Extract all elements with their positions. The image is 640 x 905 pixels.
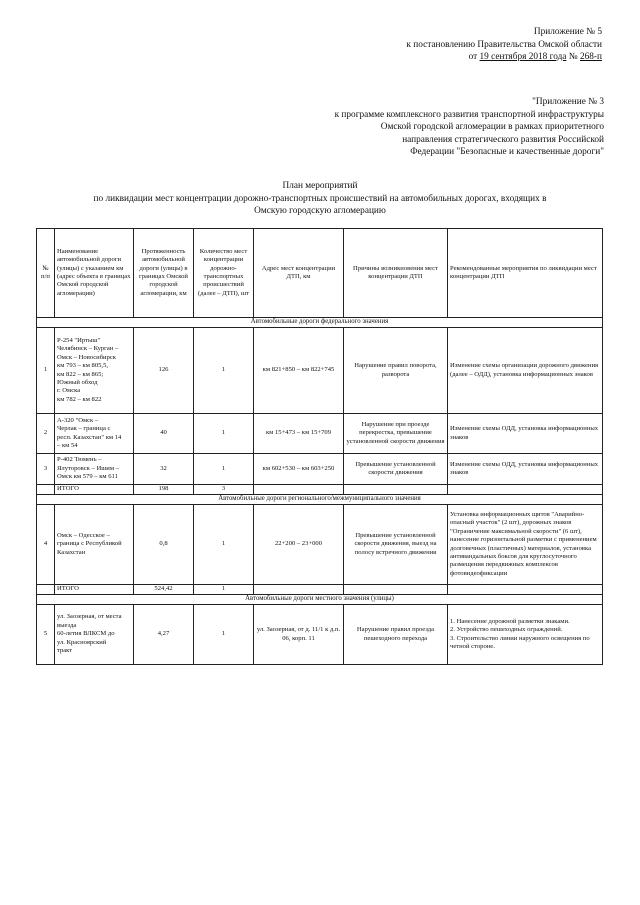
resolution-date: 19 сентября 2018 года [479,52,567,62]
measures-table [36,228,603,665]
table-header-row [37,229,603,318]
col-header-num: № п/п [37,229,55,318]
header-appendix-5 [406,26,602,64]
program-line-2: к программе комплексного развития транспортной инфраструктуры [334,109,604,120]
cell-count: 1 [194,505,254,585]
program-line-3: Омской городской агломерации в рамках приоритетного [380,122,604,132]
cell-road: А-320 "Омск – Черлак – граница с респ. Казахстан" км 14 – км 54 [55,414,134,454]
title-line-3: Омскую городскую агломерацию [254,206,386,216]
cell-address: км 15+473 – км 15+709 [254,414,344,454]
program-line-4: направления стратегического развития Российской [402,134,604,145]
header-line-3: от 19 сентября 2018 года № 268-п [468,52,602,62]
program-line-5: Федерации "Безопасные и качественные дороги" [410,147,604,157]
cell-length: 4,27 [134,605,194,665]
total-row [37,585,603,595]
cell-road: Р-402 Тюмень – Ялуторовск – Ишим – Омск км 579 – км 611 [55,454,134,485]
table-row [37,505,603,585]
cell-address: ул. Заозерная, от д. 11/1 к д.п. 06, корп. 11 [254,605,344,665]
cell-num: 1 [37,328,55,414]
cell-cause: Нарушение при проезде перекрестка, превышение установленной скорости движения [344,414,448,454]
section-title: Автомобильные дороги регионального/межмуниципального значения [37,495,603,505]
cell-num: 4 [37,505,55,585]
cell-address: км 821+850 – км 822+745 [254,328,344,414]
cell-length: 32 [134,454,194,485]
table-row [37,414,603,454]
cell-length: 40 [134,414,194,454]
col-header-cause: Причины возникновения мест концентрации ДТП [344,229,448,318]
section-title: Автомобильные дороги федерального значения [37,318,603,328]
header-line-1: Приложение № 5 [533,27,602,37]
cell-length: 126 [134,328,194,414]
cell-num: 5 [37,605,55,665]
cell-road: Р-254 "Иртыш" Челябинск – Курган – Омск – Новосибирск км 793 – км 805,5, км 822 – км 865; Южный обход г. Омска км 782 – км 822 [55,328,134,414]
cell-measures: 1. Нанесение дорожной разметки знаками. 2. Устройство пешеходных ограждений. 3. Строительство линии наружного освещения по четной стороне. [448,605,603,665]
cell-cause: Нарушение правил проезда пешеходного перехода [344,605,448,665]
cell-count: 1 [194,414,254,454]
cell-measures: Изменение схемы ОДД, установка информационных знаков [448,454,603,485]
cell-measures: Установка информационных щитов "Аварийно-опасный участок" (2 шт), дорожных знаков "Ограничение максимальной скорости" (6 шт), нанесение горизонтальной разметки с применением долговечных (пластичных) материалов, установка антивандальных боксов для круглосуточного размещения передвижных комплексов фотовидеофиксации [448,505,603,585]
cell-measures: Изменение схемы ОДД, установка информационных знаков [448,414,603,454]
section-row-regional [37,495,603,505]
total-label: ИТОГО [55,585,134,595]
document-title [40,180,600,218]
cell-road: Омск – Одесское – граница с Республикой Казахстан [55,505,134,585]
total-length: 198 [134,485,194,495]
cell-address: км 602+530 – км 603+250 [254,454,344,485]
cell-cause: Превышение установленной скорости движения [344,454,448,485]
total-label: ИТОГО [55,485,134,495]
total-count: 3 [194,485,254,495]
col-header-address: Адрес мест концентрации ДТП, км [254,229,344,318]
cell-num: 2 [37,414,55,454]
cell-address: 22+200 – 23+000 [254,505,344,585]
total-length: 524,42 [134,585,194,595]
section-row-federal [37,318,603,328]
program-line-1: "Приложение № 3 [532,97,604,107]
total-count: 1 [194,585,254,595]
cell-count: 1 [194,454,254,485]
title-line-2: по ликвидации мест концентрации дорожно-транспортных происшествий на автомобильных дорогах, входящих в [93,193,547,204]
header-line-2: к постановлению Правительства Омской области [406,39,602,50]
cell-count: 1 [194,328,254,414]
header-appendix-3 [335,96,604,159]
table-row [37,454,603,485]
table-row [37,328,603,414]
col-header-road: Наименование автомобильной дороги (улицы) с указанием км (адрес объекта в границах Омской городской агломерации) [55,229,134,318]
section-title: Автомобильные дороги местного значения (улицы) [37,595,603,605]
table-row [37,605,603,665]
cell-measures: Изменение схемы организации дорожного движения (далее – ОДД), установка информационных знаков [448,328,603,414]
cell-length: 0,8 [134,505,194,585]
col-header-count: Количество мест концентрации дорожно-транспортных происшествий (далее – ДТП), шт [194,229,254,318]
cell-num: 3 [37,454,55,485]
cell-count: 1 [194,605,254,665]
total-row [37,485,603,495]
cell-cause: Превышение установленной скорости движения, выезд на полосу встречного движения [344,505,448,585]
col-header-length: Протяженность автомобильной дороги (улицы) в границах Омской городской агломерации, км [134,229,194,318]
col-header-measures: Рекомендованные мероприятия по ликвидации мест концентрации ДТП [448,229,603,318]
resolution-number: 268-п [579,52,602,62]
section-row-local [37,595,603,605]
cell-road: ул. Заозерная, от места выезда 60-летия ВЛКСМ до ул. Красноярский тракт [55,605,134,665]
title-line-1: План мероприятий [282,181,358,191]
cell-cause: Нарушение правил поворота, разворота [344,328,448,414]
